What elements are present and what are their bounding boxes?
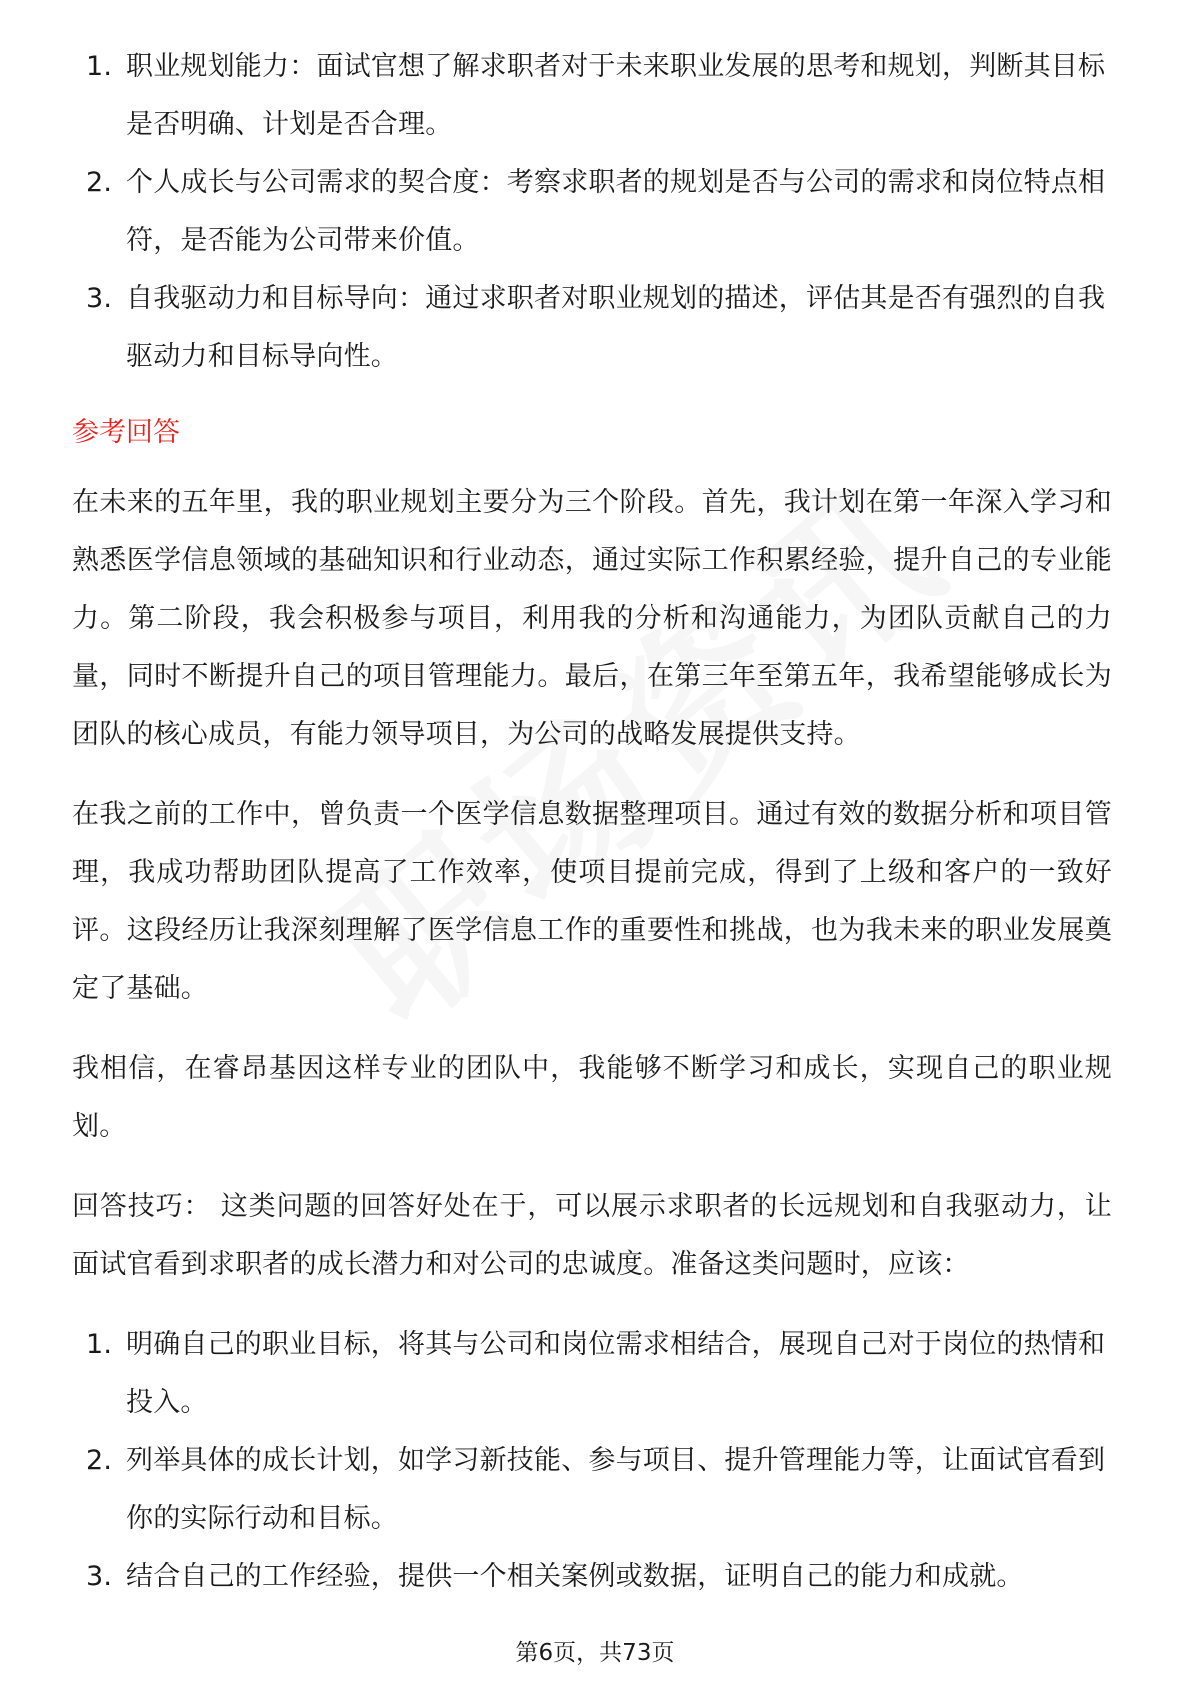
list-item-text: 自我驱动力和目标导向：通过求职者对职业规划的描述，评估其是否有强烈的自我驱动力和目标导向性。 — [126, 283, 1106, 372]
list-item — [72, 38, 1112, 154]
list-item-text: 职业规划能力：面试官想了解求职者对于未来职业发展的思考和规划，判断其目标是否明确、计划是否合理。 — [126, 51, 1106, 140]
list-item — [72, 1548, 1112, 1606]
list-item-text: 结合自己的工作经验，提供一个相关案例或数据，证明自己的能力和成就。 — [126, 1561, 1024, 1592]
criteria-list — [72, 38, 1112, 386]
list-number: 3. — [86, 1561, 113, 1592]
answer-tips-paragraph: 回答技巧： 这类问题的回答好处在于，可以展示求职者的长远规划和自我驱动力，让面试官看到求职者的成长潜力和对公司的忠诚度。准备这类问题时，应该： — [72, 1191, 1112, 1280]
list-item — [72, 154, 1112, 270]
list-number: 1. — [86, 51, 113, 82]
list-item-text: 列举具体的成长计划，如学习新技能、参与项目、提升管理能力等，让面试官看到你的实际行动和目标。 — [126, 1445, 1106, 1534]
page-footer: 第6页，共73页 — [515, 1640, 675, 1666]
list-item-text: 明确自己的职业目标，将其与公司和岗位需求相结合，展现自己对于岗位的热情和投入。 — [126, 1329, 1106, 1418]
page-content — [72, 38, 1112, 1606]
answer-paragraph: 我相信，在睿昂基因这样专业的团队中，我能够不断学习和成长，实现自己的职业规划。 — [72, 1053, 1112, 1142]
list-number: 3. — [86, 283, 113, 314]
list-item-text: 个人成长与公司需求的契合度：考察求职者的规划是否与公司的需求和岗位特点相符，是否能为公司带来价值。 — [126, 167, 1106, 256]
list-number: 2. — [86, 1445, 113, 1476]
answer-paragraph: 在我之前的工作中，曾负责一个医学信息数据整理项目。通过有效的数据分析和项目管理，我成功帮助团队提高了工作效率，使项目提前完成，得到了上级和客户的一致好评。这段经历让我深刻理解了医学信息工作的重要性和挑战，也为我未来的职业发展奠定了基础。 — [72, 799, 1112, 1004]
list-number: 1. — [86, 1329, 113, 1360]
list-item — [72, 270, 1112, 386]
reference-answer-heading: 参考回答 — [72, 417, 180, 448]
tips-list — [72, 1316, 1112, 1606]
list-item — [72, 1316, 1112, 1432]
list-number: 2. — [86, 167, 113, 198]
list-item — [72, 1432, 1112, 1548]
answer-paragraph: 在未来的五年里，我的职业规划主要分为三个阶段。首先，我计划在第一年深入学习和熟悉医学信息领域的基础知识和行业动态，通过实际工作积累经验，提升自己的专业能力。第二阶段，我会积极参与项目，利用我的分析和沟通能力，为团队贡献自己的力量，同时不断提升自己的项目管理能力。最后，在第三年至第五年，我希望能够成长为团队的核心成员，有能力领导项目，为公司的战略发展提供支持。 — [72, 487, 1112, 750]
